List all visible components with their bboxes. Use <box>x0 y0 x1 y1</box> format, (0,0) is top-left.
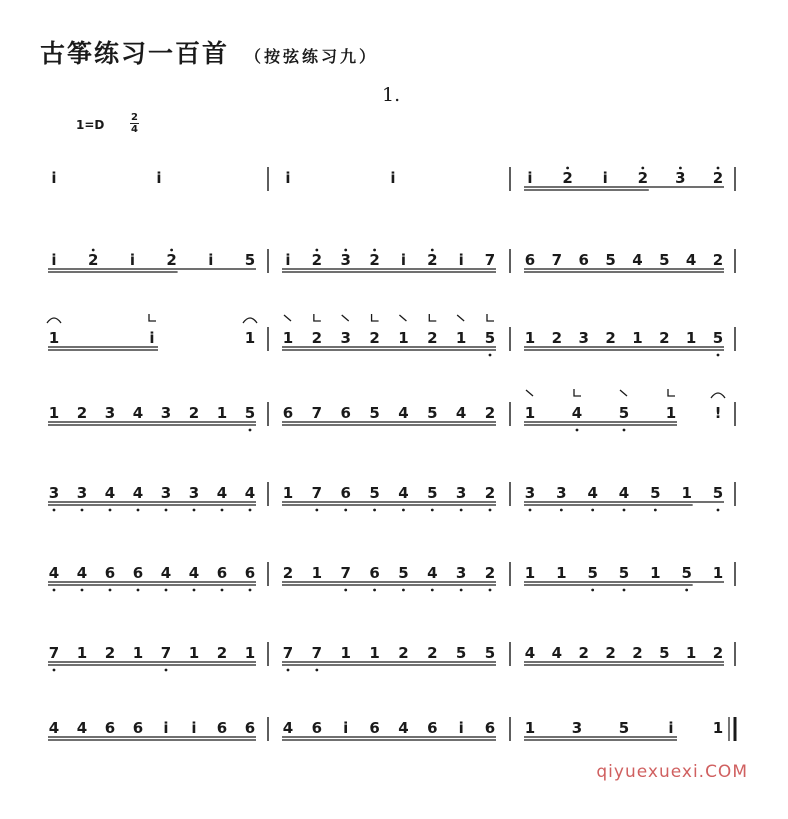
note-digit: 2 <box>76 404 88 422</box>
note-digit: i <box>527 169 533 187</box>
note-digit: 2 <box>87 251 99 269</box>
note-digit: 1 <box>712 719 724 737</box>
note-digit: 2 <box>311 329 323 347</box>
note-digit: 3 <box>578 329 589 347</box>
measure <box>48 249 256 272</box>
octave-dot-low <box>344 589 347 592</box>
measure <box>51 169 161 187</box>
note-digit: 3 <box>524 484 536 502</box>
note-digit: 2 <box>282 564 294 582</box>
note-digit: 1 <box>685 644 697 662</box>
note-digit: 1 <box>132 644 144 662</box>
note-digit: i <box>602 169 608 187</box>
press-mark <box>429 314 436 321</box>
note-digit: 1 <box>188 644 200 662</box>
note-digit: i <box>668 719 674 737</box>
octave-dot-low <box>402 589 405 592</box>
note-digit: i <box>458 719 464 737</box>
note-digit: 1 <box>398 329 409 347</box>
measure <box>282 484 496 511</box>
note-digit: 4 <box>551 644 563 662</box>
note-digit: 6 <box>244 719 256 737</box>
note-digit: 1 <box>665 404 677 422</box>
note-digit: 1 <box>632 329 643 347</box>
note-digit: 4 <box>160 564 172 582</box>
octave-dot-high <box>344 249 347 252</box>
octave-dot-low <box>654 509 657 512</box>
note-digit: 5 <box>369 404 380 422</box>
press-mark <box>314 314 321 321</box>
note-digit: 1 <box>76 644 88 662</box>
octave-dot-low <box>623 429 626 432</box>
note-digit: 3 <box>571 719 583 737</box>
measure <box>282 249 496 272</box>
note-digit: 1 <box>244 644 256 662</box>
octave-dot-high <box>679 167 682 170</box>
measure <box>48 404 256 431</box>
note-digit: 5 <box>659 644 670 662</box>
note-digit: 5 <box>712 484 724 502</box>
octave-dot-low <box>717 509 720 512</box>
measure <box>282 564 496 591</box>
note-digit: i <box>163 719 169 737</box>
note-digit: 2 <box>551 329 563 347</box>
measure <box>524 484 724 511</box>
measure <box>524 167 724 190</box>
note-digit: 6 <box>216 719 228 737</box>
note-digit: 2 <box>578 644 589 662</box>
measure <box>524 719 723 740</box>
note-digit: 1 <box>48 404 60 422</box>
octave-dot-low <box>165 509 168 512</box>
note-digit: 2 <box>427 251 438 269</box>
measure <box>48 644 256 671</box>
score-row <box>48 562 735 591</box>
note-digit: 5 <box>455 644 467 662</box>
note-digit: 3 <box>160 404 172 422</box>
note-digit: 7 <box>484 251 496 269</box>
note-digit: 2 <box>484 564 496 582</box>
octave-dot-high <box>170 249 173 252</box>
note-digit: 5 <box>618 564 630 582</box>
note-digit: 1 <box>311 564 323 582</box>
note-digit: 3 <box>188 484 200 502</box>
site-watermark: qiyuexuexi.COM <box>596 762 748 782</box>
note-digit: 5 <box>650 484 661 502</box>
note-digit: 4 <box>455 404 467 422</box>
note-digit: 4 <box>104 484 116 502</box>
slide-mark <box>399 315 406 321</box>
arc-mark <box>243 318 257 323</box>
measure <box>48 564 256 591</box>
note-digit: 4 <box>524 644 536 662</box>
note-digit: 5 <box>427 404 438 422</box>
octave-dot-high <box>717 167 720 170</box>
note-digit: 3 <box>455 564 467 582</box>
octave-dot-low <box>193 509 196 512</box>
octave-dot-low <box>560 509 563 512</box>
time-sig-numerator: 2 <box>131 112 138 123</box>
octave-dot-low <box>53 509 56 512</box>
measure <box>524 389 725 431</box>
note-digit: 6 <box>484 719 496 737</box>
octave-dot-low <box>109 509 112 512</box>
note-digit: 2 <box>632 644 643 662</box>
octave-dot-low <box>137 589 140 592</box>
note-digit: 6 <box>340 404 351 422</box>
note-digit: 1 <box>524 329 536 347</box>
octave-dot-low <box>489 589 492 592</box>
page-title: 古筝练习一百首 <box>40 39 230 68</box>
note-digit: ! <box>714 404 722 422</box>
note-digit: 1 <box>650 564 661 582</box>
note-digit: 4 <box>618 484 630 502</box>
key-signature: 1=D <box>76 118 105 132</box>
octave-dot-low <box>81 509 84 512</box>
note-digit: 2 <box>104 644 116 662</box>
octave-dot-low <box>685 589 688 592</box>
measure <box>48 719 256 740</box>
note-digit: 1 <box>282 484 294 502</box>
note-digit: 1 <box>712 564 724 582</box>
note-digit: i <box>149 329 155 347</box>
note-digit: 2 <box>484 404 496 422</box>
note-digit: 1 <box>556 564 567 582</box>
note-digit: 6 <box>244 564 256 582</box>
note-digit: 7 <box>311 484 323 502</box>
note-digit: 7 <box>551 251 563 269</box>
octave-dot-low <box>373 589 376 592</box>
note-digit: 7 <box>311 404 323 422</box>
note-digit: 6 <box>104 564 116 582</box>
note-digit: 5 <box>681 564 692 582</box>
octave-dot-low <box>53 669 56 672</box>
octave-dot-high <box>92 249 95 252</box>
note-digit: 4 <box>632 251 643 269</box>
note-digit: 4 <box>587 484 598 502</box>
octave-dot-low <box>249 589 252 592</box>
note-digit: 3 <box>48 484 60 502</box>
octave-dot-high <box>431 249 434 252</box>
note-digit: 4 <box>188 564 200 582</box>
note-digit: i <box>51 169 57 187</box>
note-digit: i <box>285 251 291 269</box>
note-digit: 5 <box>712 329 724 347</box>
note-digit: 5 <box>398 564 409 582</box>
note-digit: 4 <box>398 719 409 737</box>
arc-mark <box>47 318 61 323</box>
octave-dot-low <box>109 589 112 592</box>
note-digit: 3 <box>340 329 351 347</box>
note-digit: 6 <box>524 251 536 269</box>
note-digit: 5 <box>484 329 496 347</box>
note-digit: 5 <box>618 404 630 422</box>
note-digit: 4 <box>132 404 144 422</box>
note-digit: 4 <box>132 484 144 502</box>
note-digit: i <box>400 251 407 269</box>
note-digit: 4 <box>76 719 88 737</box>
note-digit: 2 <box>712 251 724 269</box>
measure <box>524 644 724 665</box>
octave-dot-low <box>431 509 434 512</box>
note-digit: 2 <box>427 644 438 662</box>
octave-dot-low <box>81 589 84 592</box>
note-digit: 5 <box>244 251 256 269</box>
score-row <box>48 482 735 511</box>
note-digit: 1 <box>282 329 294 347</box>
octave-dot-low <box>287 669 290 672</box>
note-digit: 2 <box>659 329 670 347</box>
note-digit: 2 <box>712 169 724 187</box>
octave-dot-low <box>489 509 492 512</box>
note-digit: 5 <box>369 484 380 502</box>
note-digit: i <box>208 251 214 269</box>
note-digit: 4 <box>48 719 60 737</box>
note-digit: 2 <box>562 169 573 187</box>
note-digit: 1 <box>340 644 351 662</box>
note-digit: 7 <box>311 644 323 662</box>
note-digit: 7 <box>340 564 351 582</box>
note-digit: 1 <box>455 329 467 347</box>
note-digit: 2 <box>166 251 177 269</box>
note-digit: 2 <box>605 329 616 347</box>
octave-dot-low <box>431 589 434 592</box>
note-digit: 4 <box>244 484 256 502</box>
note-digit: 6 <box>427 719 438 737</box>
note-digit: 7 <box>160 644 172 662</box>
note-digit: 6 <box>282 404 294 422</box>
octave-dot-low <box>221 509 224 512</box>
note-digit: 4 <box>685 251 697 269</box>
octave-dot-low <box>489 354 492 357</box>
note-digit: 6 <box>369 564 380 582</box>
octave-dot-high <box>315 249 318 252</box>
note-digit: 1 <box>244 329 256 347</box>
slide-mark <box>284 315 291 321</box>
arc-mark <box>711 393 725 398</box>
note-digit: i <box>285 169 291 187</box>
octave-dot-low <box>165 589 168 592</box>
press-mark <box>574 389 581 396</box>
measure <box>282 644 496 671</box>
note-digit: 1 <box>524 564 536 582</box>
measure <box>524 251 724 272</box>
measure <box>47 314 257 350</box>
octave-dot-low <box>576 429 579 432</box>
note-digit: 4 <box>282 719 294 737</box>
octave-dot-high <box>373 249 376 252</box>
note-digit: i <box>458 251 464 269</box>
note-digit: 3 <box>455 484 467 502</box>
slide-mark <box>620 390 627 396</box>
note-digit: 2 <box>605 644 616 662</box>
note-digit: 1 <box>48 329 60 347</box>
note-digit: 4 <box>571 404 583 422</box>
octave-dot-low <box>165 669 168 672</box>
octave-dot-low <box>529 509 532 512</box>
note-digit: 6 <box>104 719 116 737</box>
note-digit: 3 <box>160 484 172 502</box>
note-digit: 1 <box>524 404 536 422</box>
slide-mark <box>457 315 464 321</box>
octave-dot-low <box>137 509 140 512</box>
score-row <box>48 642 735 671</box>
note-digit: 2 <box>216 644 228 662</box>
press-mark <box>149 314 156 321</box>
note-digit: 5 <box>244 404 256 422</box>
score-row <box>48 389 735 431</box>
measure <box>285 169 395 187</box>
score-row <box>48 249 735 273</box>
note-digit: 5 <box>605 251 616 269</box>
note-digit: 7 <box>48 644 60 662</box>
note-digit: 4 <box>48 564 60 582</box>
note-digit: 3 <box>340 251 351 269</box>
note-digit: i <box>343 719 349 737</box>
octave-dot-low <box>402 509 405 512</box>
note-digit: 2 <box>427 329 438 347</box>
note-digit: 1 <box>369 644 380 662</box>
note-digit: 2 <box>398 644 409 662</box>
note-digit: 6 <box>578 251 589 269</box>
note-digit: 6 <box>340 484 351 502</box>
note-digit: 2 <box>188 404 200 422</box>
octave-dot-high <box>641 167 644 170</box>
slide-mark <box>526 390 533 396</box>
note-digit: i <box>156 169 162 187</box>
measure <box>524 329 724 356</box>
note-digit: 6 <box>132 719 144 737</box>
note-digit: i <box>51 251 57 269</box>
octave-dot-high <box>566 167 569 170</box>
measure <box>524 564 724 591</box>
octave-dot-low <box>193 589 196 592</box>
octave-dot-low <box>717 354 720 357</box>
octave-dot-low <box>623 589 626 592</box>
note-digit: 1 <box>216 404 228 422</box>
note-digit: 7 <box>282 644 294 662</box>
note-digit: 5 <box>427 484 438 502</box>
note-digit: 4 <box>398 484 409 502</box>
note-digit: 3 <box>675 169 686 187</box>
octave-dot-low <box>249 509 252 512</box>
note-digit: 2 <box>369 329 380 347</box>
note-digit: 3 <box>76 484 88 502</box>
time-sig-denominator: 4 <box>131 124 138 135</box>
note-digit: 6 <box>369 719 380 737</box>
octave-dot-low <box>591 589 594 592</box>
note-digit: 5 <box>659 251 670 269</box>
octave-dot-low <box>344 509 347 512</box>
note-digit: 6 <box>311 719 323 737</box>
measure <box>282 314 496 356</box>
octave-dot-low <box>623 509 626 512</box>
press-mark <box>372 314 379 321</box>
note-digit: 5 <box>618 719 630 737</box>
note-digit: 5 <box>484 644 496 662</box>
octave-dot-low <box>373 509 376 512</box>
note-digit: 3 <box>104 404 116 422</box>
octave-dot-low <box>591 509 594 512</box>
measure <box>282 719 496 740</box>
measure <box>282 404 496 425</box>
note-digit: 3 <box>556 484 567 502</box>
octave-dot-low <box>315 669 318 672</box>
note-digit: 1 <box>524 719 536 737</box>
octave-dot-low <box>249 429 252 432</box>
slide-mark <box>342 315 349 321</box>
note-digit: 2 <box>712 644 724 662</box>
piece-number: 1. <box>382 84 401 106</box>
press-mark <box>487 314 494 321</box>
note-digit: 2 <box>369 251 380 269</box>
note-digit: 6 <box>216 564 228 582</box>
note-digit: 4 <box>427 564 438 582</box>
note-digit: 4 <box>216 484 228 502</box>
note-digit: 2 <box>311 251 323 269</box>
note-digit: i <box>390 169 396 187</box>
note-digit: 1 <box>685 329 697 347</box>
note-digit: 6 <box>132 564 144 582</box>
note-digit: 1 <box>681 484 692 502</box>
note-digit: 5 <box>587 564 598 582</box>
note-digit: i <box>191 719 197 737</box>
note-digit: 2 <box>484 484 496 502</box>
press-mark <box>668 389 675 396</box>
page-subtitle: （按弦练习九） <box>245 47 379 66</box>
octave-dot-low <box>221 589 224 592</box>
score-row <box>48 717 735 741</box>
octave-dot-low <box>53 589 56 592</box>
note-digit: 4 <box>398 404 409 422</box>
note-digit: i <box>129 251 135 269</box>
score-row <box>47 314 735 356</box>
octave-dot-low <box>460 509 463 512</box>
score-row <box>51 167 735 191</box>
measure <box>48 484 256 511</box>
octave-dot-low <box>460 589 463 592</box>
note-digit: 2 <box>637 169 649 187</box>
note-digit: 4 <box>76 564 88 582</box>
octave-dot-low <box>315 509 318 512</box>
